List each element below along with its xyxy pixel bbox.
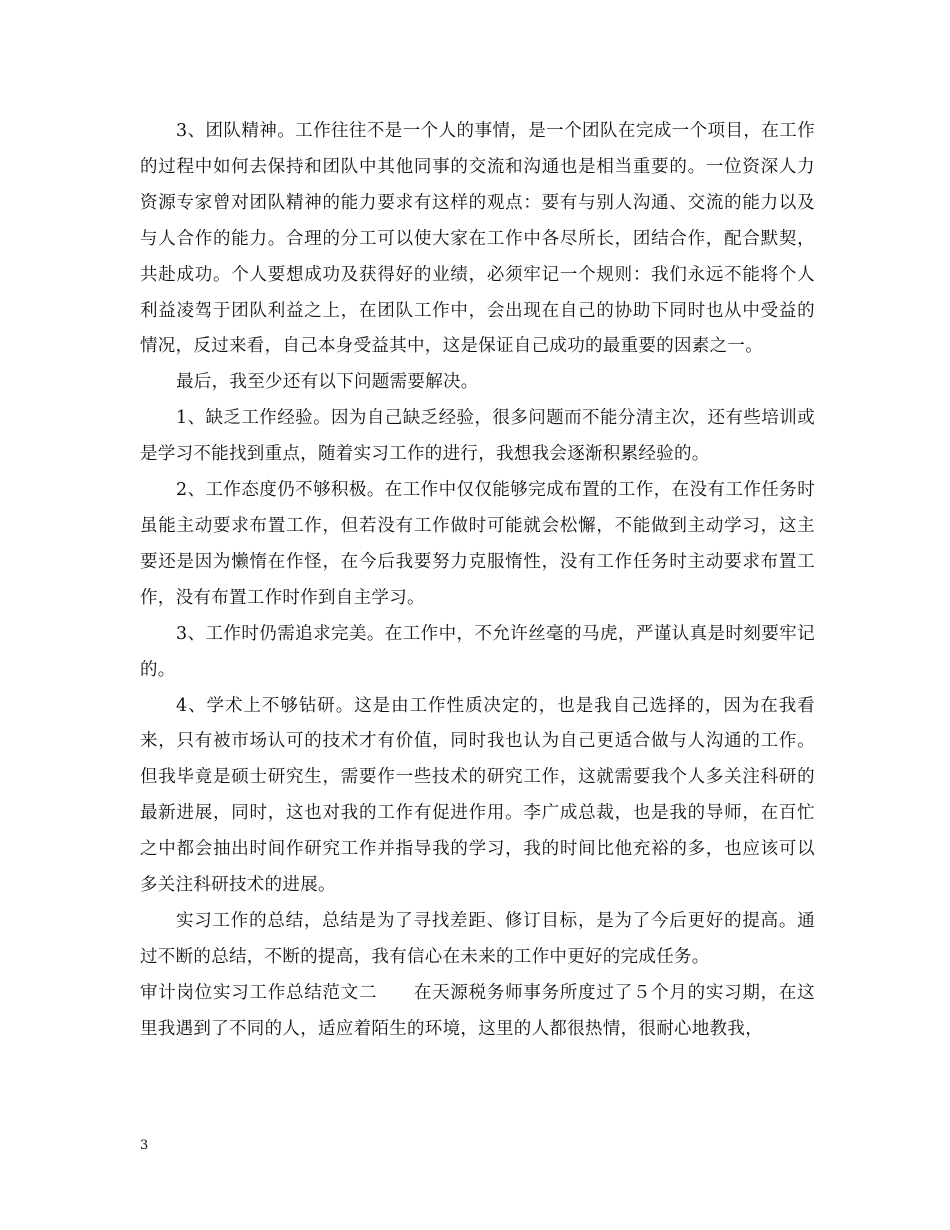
paragraph-academic-research: 4、学术上不够钻研。这是由工作性质决定的，也是我自己选择的，因为在我看来，只有被市场认可的技术才有价值，同时我也认为自己更适合做与人沟通的工作。但我毕竟是硕士研究生，需要作一些技术的研究工作，这就需要我个人多关注科研的最新进展，同时，这也对我的工作有促进作用。李广成总裁，也是我的导师，在百忙之中都会抽出时间作研究工作并指导我的学习，我的时间比他充裕的多，也应该可以多关注科研技术的进展。 [140, 695, 815, 896]
paragraph-work-attitude: 2、工作态度仍不够积极。在工作中仅仅能够完成布置的工作，在没有工作任务时虽能主动要求布置工作，但若没有工作做时可能就会松懈，不能做到主动学习，这主要还是因为懒惰在作怪，在今后我要努力克服惰性，没有工作任务时主动要求布置工作，没有布置工作时作到自主学习。 [140, 480, 815, 608]
paragraph-problems-intro: 最后，我至少还有以下问题需要解决。 [176, 372, 479, 393]
paragraph-sample-two: 审计岗位实习工作总结范文二 在天源税务师事务所度过了５个月的实习期，在这里我遇到了不同的人，适应着陌生的环境，这里的人都很热情，很耐心地教我， [140, 982, 815, 1039]
paragraph-lack-experience: 1、缺乏工作经验。因为自己缺乏经验，很多问题而不能分清主次，还有些培训或是学习不能找到重点，随着实习工作的进行，我想我会逐渐积累经验的。 [140, 408, 815, 465]
page-number: 3 [140, 1138, 149, 1153]
document-body [140, 114, 815, 1048]
paragraph-perfection: 3、工作时仍需追求完美。在工作中，不允许丝毫的马虎，严谨认真是时刻要牢记的。 [140, 623, 815, 680]
paragraph-summary: 实习工作的总结，总结是为了寻找差距、修订目标，是为了今后更好的提高。通过不断的总结，不断的提高，我有信心在未来的工作中更好的完成任务。 [140, 910, 815, 967]
paragraph-team-spirit: 3、团队精神。工作往往不是一个人的事情，是一个团队在完成一个项目，在工作的过程中如何去保持和团队中其他同事的交流和沟通也是相当重要的。一位资深人力资源专家曾对团队精神的能力要求有这样的观点：要有与别人沟通、交流的能力以及与人合作的能力。合理的分工可以使大家在工作中各尽所长，团结合作，配合默契，共赴成功。个人要想成功及获得好的业绩，必须牢记一个规则：我们永远不能将个人利益凌驾于团队利益之上，在团队工作中，会出现在自己的协助下同时也从中受益的情况，反过来看，自己本身受益其中，这是保证自己成功的最重要的因素之一。 [140, 121, 815, 357]
